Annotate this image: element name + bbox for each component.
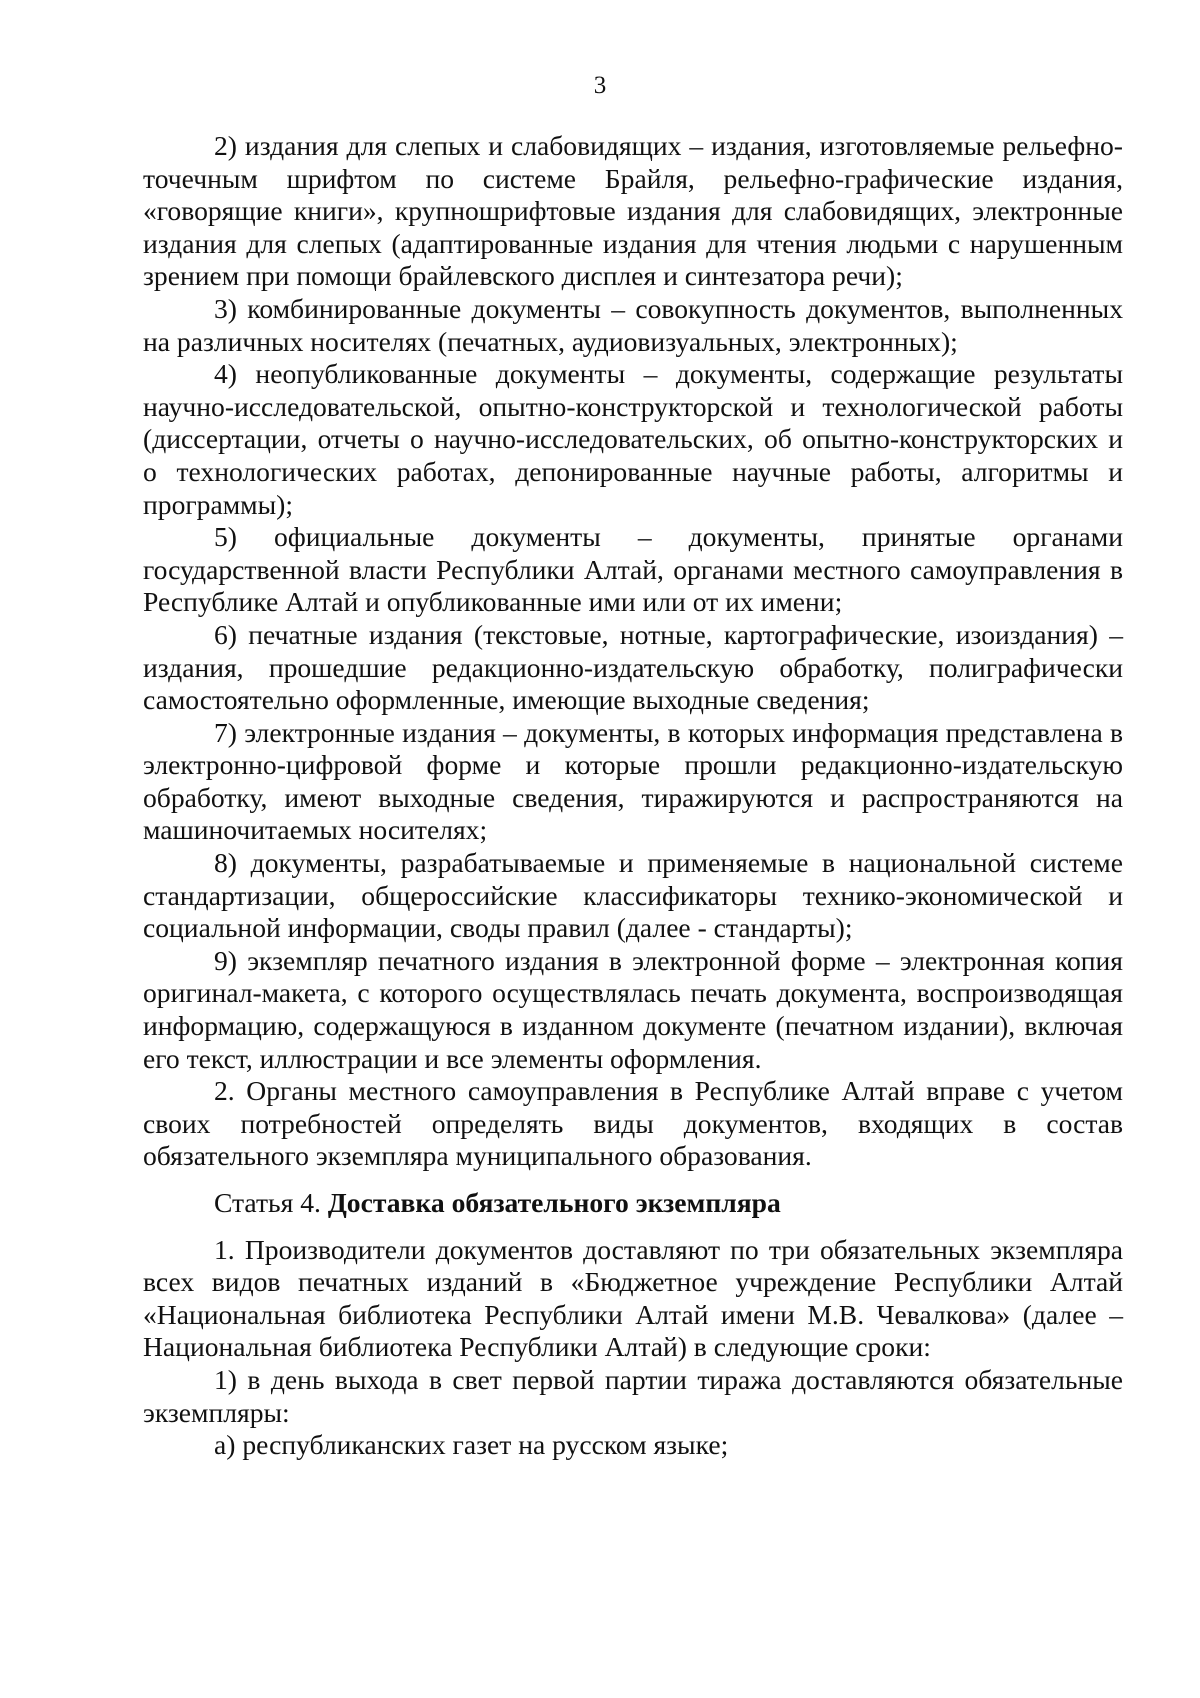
article-heading-prefix: Статья 4. — [214, 1187, 328, 1218]
article-heading — [143, 1187, 1123, 1220]
paragraph-part-2-local-government: 2. Органы местного самоуправления в Республике Алтай вправе с учетом своих потребностей определять виды документов, входящих в состав обязательного экземпляра муниципального образования. — [143, 1075, 1123, 1172]
paragraph-item-5-official: 5) официальные документы – документы, принятые органами государственной власти Республики Алтай, органами местного самоуправления в Республике Алтай и опубликованные ими или от их имени; — [143, 521, 1123, 618]
document-body — [143, 130, 1123, 1462]
paragraph-item-4-unpublished: 4) неопубликованные документы – документы, содержащие результаты научно-исследовательской, опытно-конструкторской и технологической работы (диссертации, отчеты о научно-исследовательских, об опытно-конструкторских и о технологических работах, депонированные научные работы, алгоритмы и программы); — [143, 358, 1123, 520]
article-paragraph-1-1-a: а) республиканских газет на русском языке; — [214, 1429, 729, 1461]
paragraph-item-3-combined: 3) комбинированные документы – совокупность документов, выполненных на различных носителях (печатных, аудиовизуальных, электронных); — [143, 292, 1123, 357]
page-number: 3 — [593, 72, 607, 99]
article-paragraph-1: 1. Производители документов доставляют по три обязательных экземпляра всех видов печатных изданий в «Бюджетное учреждение Республики Алтай «Национальная библиотека Республики Алтай имени М.В. Чевалкова» (далее – Национальная библиотека Республики Алтай) в следующие сроки: — [143, 1233, 1123, 1363]
article-heading-title: Доставка обязательного экземпляра — [327, 1187, 781, 1218]
paragraph-item-9-electronic-copy: 9) экземпляр печатного издания в электронной форме – электронная копия оригинал-макета, с которого осуществлялась печать документа, воспроизводящая информацию, содержащуюся в изданном документе (печатном издании), включая его текст, иллюстрации и все элементы оформления. — [143, 944, 1123, 1074]
paragraph-item-2-braille: 2) издания для слепых и слабовидящих – издания, изготовляемые рельефно-точечным шрифтом по системе Брайля, рельефно-графические издания, «говорящие книги», крупношрифтовые издания для слабовидящих, электронные издания для слепых (адаптированные издания для чтения людьми с нарушенным зрением при помощи брайлевского дисплея и синтезатора речи); — [143, 130, 1123, 292]
article-paragraph-1-1: 1) в день выхода в свет первой партии тиража доставляются обязательные экземпляры: — [143, 1363, 1123, 1428]
paragraph-item-8-standards: 8) документы, разрабатываемые и применяемые в национальной системе стандартизации, общероссийские классификаторы технико-экономической и социальной информации, своды правил (далее - стандарты); — [143, 847, 1123, 944]
paragraph-item-6-printed: 6) печатные издания (текстовые, нотные, картографические, изоиздания) – издания, прошедшие редакционно-издательскую обработку, полиграфически самостоятельно оформленные, имеющие выходные сведения; — [143, 618, 1123, 716]
paragraph-item-7-electronic: 7) электронные издания – документы, в которых информация представлена в электронно-цифровой форме и которые прошли редакционно-издательскую обработку, имеют выходные сведения, тиражируются и распространяются на машиночитаемых носителях; — [143, 716, 1123, 846]
